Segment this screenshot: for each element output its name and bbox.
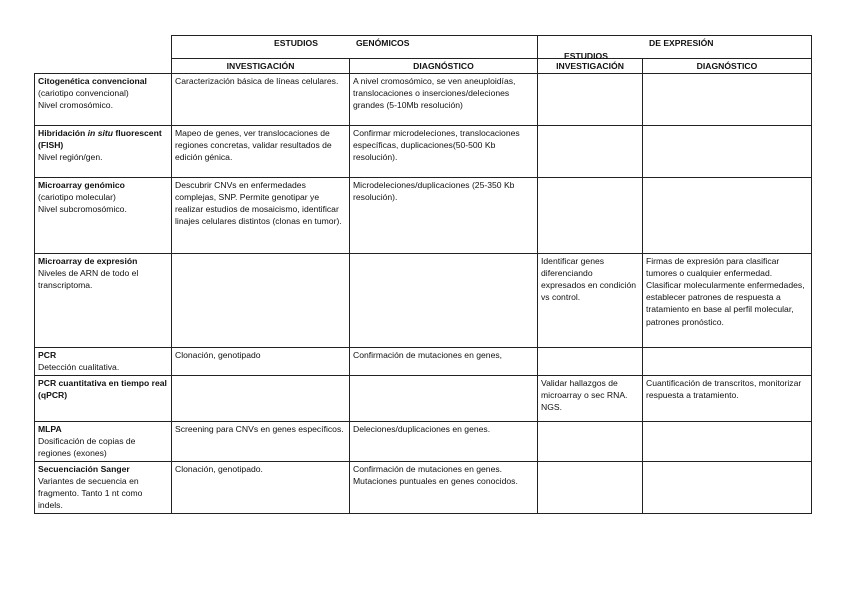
expression-diagnostic-cell [643,422,812,462]
technique-cell [35,422,172,462]
technique-desc: (cariotipo molecular) [38,192,116,203]
expression-research-cell: Identificar genes diferenciando expresados en condición vs control. [538,254,643,348]
expression-research-header: INVESTIGACIÓN [538,59,643,74]
technique-cell [35,462,172,514]
table-row [35,462,812,514]
genomic-diagnostic-cell: Microdeleciones/duplicaciones (25-350 Kb resolución). [350,178,538,254]
technique-desc: Variantes de secuencia en fragmento. Tanto 1 nt como indels. [38,476,143,511]
technique-title: Hibridación in situ fluorescent (FISH) [38,128,162,151]
expression-diagnostic-cell: Cuantificación de transcritos, monitorizar respuesta a tratamiento. [643,376,812,422]
corner-cell [35,36,172,74]
technique-title: Citogenética convencional [38,76,147,87]
expression-diagnostic-cell [643,74,812,126]
technique-desc: Nivel región/gen. [38,152,103,163]
genomic-research-cell [172,254,350,348]
genomic-diagnostic-cell: Confirmación de mutaciones en genes, [350,348,538,376]
expression-research-cell [538,462,643,514]
genomic-header-part1: ESTUDIOS [274,38,318,48]
technique-title: PCR cuantitativa en tiempo real (qPCR) [38,378,167,401]
table-row [35,254,812,348]
expression-header-part2: DE EXPRESIÓN [649,38,714,48]
methods-table [34,35,812,514]
genomic-diagnostic-cell: A nivel cromosómico, se ven aneuploidías, translocaciones o inserciones/deleciones grandes (5-10Mb resolución) [350,74,538,126]
genomic-research-cell: Screening para CNVs en genes específicos. [172,422,350,462]
technique-cell [35,376,172,422]
expression-research-cell [538,126,643,178]
table-row [35,422,812,462]
technique-desc: Detección cualitativa. [38,362,120,373]
genomic-research-cell: Clonación, genotipado [172,348,350,376]
genomic-header-part2: GENÓMICOS [356,38,410,48]
genomic-research-cell: Caracterización básica de líneas celulares. [172,74,350,126]
genomic-diagnostic-cell: Deleciones/duplicaciones en genes. [350,422,538,462]
technique-desc: Nivel cromosómico. [38,100,113,111]
expression-research-cell [538,178,643,254]
header-row-top [35,36,812,59]
table-row [35,348,812,376]
expression-research-cell [538,348,643,376]
table-row [35,74,812,126]
technique-desc: Niveles de ARN de todo el transcriptoma. [38,268,139,291]
technique-cell [35,178,172,254]
expression-research-cell [538,422,643,462]
genomic-research-cell: Clonación, genotipado. [172,462,350,514]
technique-title: PCR [38,350,57,361]
technique-cell [35,126,172,178]
technique-desc: Nivel subcromosómico. [38,204,127,215]
genomic-research-cell [172,376,350,422]
expression-research-cell: Validar hallazgos de microarray o sec RNA. NGS. [538,376,643,422]
technique-desc: (cariotipo convencional) [38,88,129,99]
technique-title: Secuenciación Sanger [38,464,130,475]
expression-studies-header [538,36,812,59]
expression-diagnostic-header: DIAGNÓSTICO [643,59,812,74]
genomic-research-cell: Descubrir CNVs en enfermedades complejas, SNP. Permite genotipar ye realizar estudios de mosaicismo, identificar linajes celulares distintos (clonas en tumor). [172,178,350,254]
genomic-diagnostic-cell [350,376,538,422]
expression-diagnostic-cell: Firmas de expresión para clasificar tumores o cualquier enfermedad. Clasificar molecularmente enfermedades, establecer patrones de respuesta a tratamiento en base al perfil molecular, patrones pronóstico. [643,254,812,348]
genomic-diagnostic-cell: Confirmar microdeleciones, translocaciones específicas, duplicaciones(50-500 Kb resolución). [350,126,538,178]
table-row [35,376,812,422]
technique-cell [35,74,172,126]
genomic-diagnostic-cell: Confirmación de mutaciones en genes. Mutaciones puntuales en genes conocidos. [350,462,538,514]
genomic-research-cell: Mapeo de genes, ver translocaciones de regiones concretas, validar resultados de edición génica. [172,126,350,178]
technique-title: Microarray genómico [38,180,125,191]
expression-research-cell [538,74,643,126]
technique-desc: Dosificación de copias de regiones (exones) [38,436,136,459]
genomic-research-header: INVESTIGACIÓN [172,59,350,74]
expression-diagnostic-cell [643,178,812,254]
expression-diagnostic-cell [643,462,812,514]
expression-header-part1: ESTUDIOS [564,51,608,61]
technique-title: MLPA [38,424,62,435]
table-row [35,126,812,178]
expression-diagnostic-cell [643,126,812,178]
technique-title: Microarray de expresión [38,256,138,267]
technique-cell [35,254,172,348]
genomic-diagnostic-cell [350,254,538,348]
technique-cell [35,348,172,376]
table-row [35,178,812,254]
expression-diagnostic-cell [643,348,812,376]
genomic-studies-header [172,36,538,59]
genomic-diagnostic-header: DIAGNÓSTICO [350,59,538,74]
